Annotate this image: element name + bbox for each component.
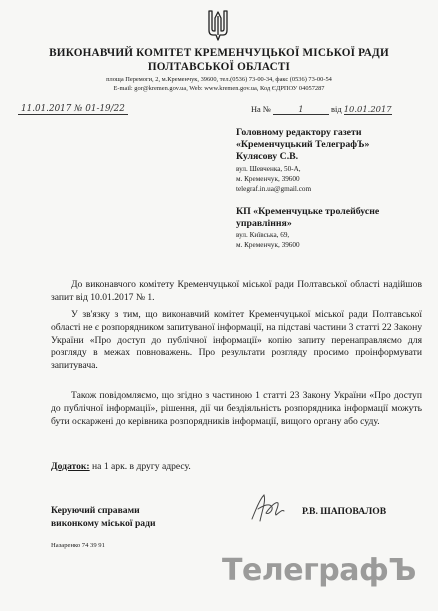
recipient-trolleybus-line2: управління» [236,218,292,229]
attachment-note [51,461,191,472]
attachment-text: на 1 арк. в другу адресу. [89,461,191,472]
trident-emblem-icon [207,8,229,42]
on-no-label: На № [251,105,271,114]
signatory-position [51,504,156,530]
recipient-trolleybus [236,206,379,250]
recipient-editor-line1: Головному редактору газети [236,127,362,138]
watermark-logo: ТелеграфЪ [222,553,416,588]
recipient-trolleybus-street: вул. Київська, 69, [236,231,290,239]
organization-title: ВИКОНАВЧИЙ КОМІТЕТ КРЕМЕНЧУЦЬКОЇ МІСЬКОЇ РАДИ [49,47,389,59]
recipient-editor-line2: «Кременчуцький ТелеграфЪ» [236,139,370,150]
signatory-position-line2: виконкому міської ради [51,518,156,529]
recipient-editor-street: вул. Шевченка, 50-А, [236,165,301,173]
organization-address: площа Перемоги, 2, м.Кременчук, 39600, тел.(0536) 73-00-34, факс (0536) 73-00-54 [106,76,332,83]
recipient-trolleybus-city: м. Кременчук, 39600 [236,240,300,249]
handwritten-signature-icon [246,491,288,525]
signatory-name: Р.В. ШАПОВАЛОВ [302,506,387,517]
from-value: 10.01.2017 [343,104,392,114]
executor-note: Назаренко 74 39 91 [51,542,105,549]
outgoing-registration [18,104,128,115]
attachment-label: Додаток: [51,461,90,472]
paragraph-request-received: До виконавчого комітету Кременчуцької міської ради Полтавської області надійшов запит від 10.01.2017 № 1. [51,279,422,303]
paragraph-appeal-rights: Також повідомляємо, що згідно з частиною 1 статті 23 Закону України «Про доступ до публічної інформації», рішення, дії чи бездіяльність розпорядника інформації можуть бути оскаржені до керівника розпорядників інформації, вищого органу або суду. [51,390,422,427]
signatory-position-line1: Керуючий справами [51,505,140,516]
recipient-editor-city: м. Кременчук, 39600 [236,174,300,183]
on-no-value: 1 [273,104,329,115]
organization-contacts: E-mail: gor@kremen.gov.ua, Web: www.kremen.gov.ua, Код ЄДРПОУ 04057287 [113,85,325,92]
recipient-editor-email: telegraf.in.ua@gmail.com [236,185,312,194]
organization-region: ПОЛТАВСЬКОЇ ОБЛАСТІ [147,61,291,73]
recipient-editor-name: Кулясову С.В. [236,151,299,162]
from-label: від [331,105,342,114]
outgoing-number: 11.01.2017 № 01-19/22 [18,104,128,115]
recipient-trolleybus-line1: КП «Кременчуцьке тролейбусне [236,206,380,217]
incoming-reference [251,104,392,115]
recipient-editor [236,127,369,195]
paragraph-redirect: У зв'язку з тим, що виконавчий комітет Кременчуцької міської ради Полтавської області не є розпорядником запитуваної інформації, на підставі частини 3 статті 22 Закону України «Про доступ до публічної інформації» копію запиту перенаправляємо для розгляду в межах повноважень. Про результати розгляду просимо проінформувати запитувача. [51,309,422,372]
